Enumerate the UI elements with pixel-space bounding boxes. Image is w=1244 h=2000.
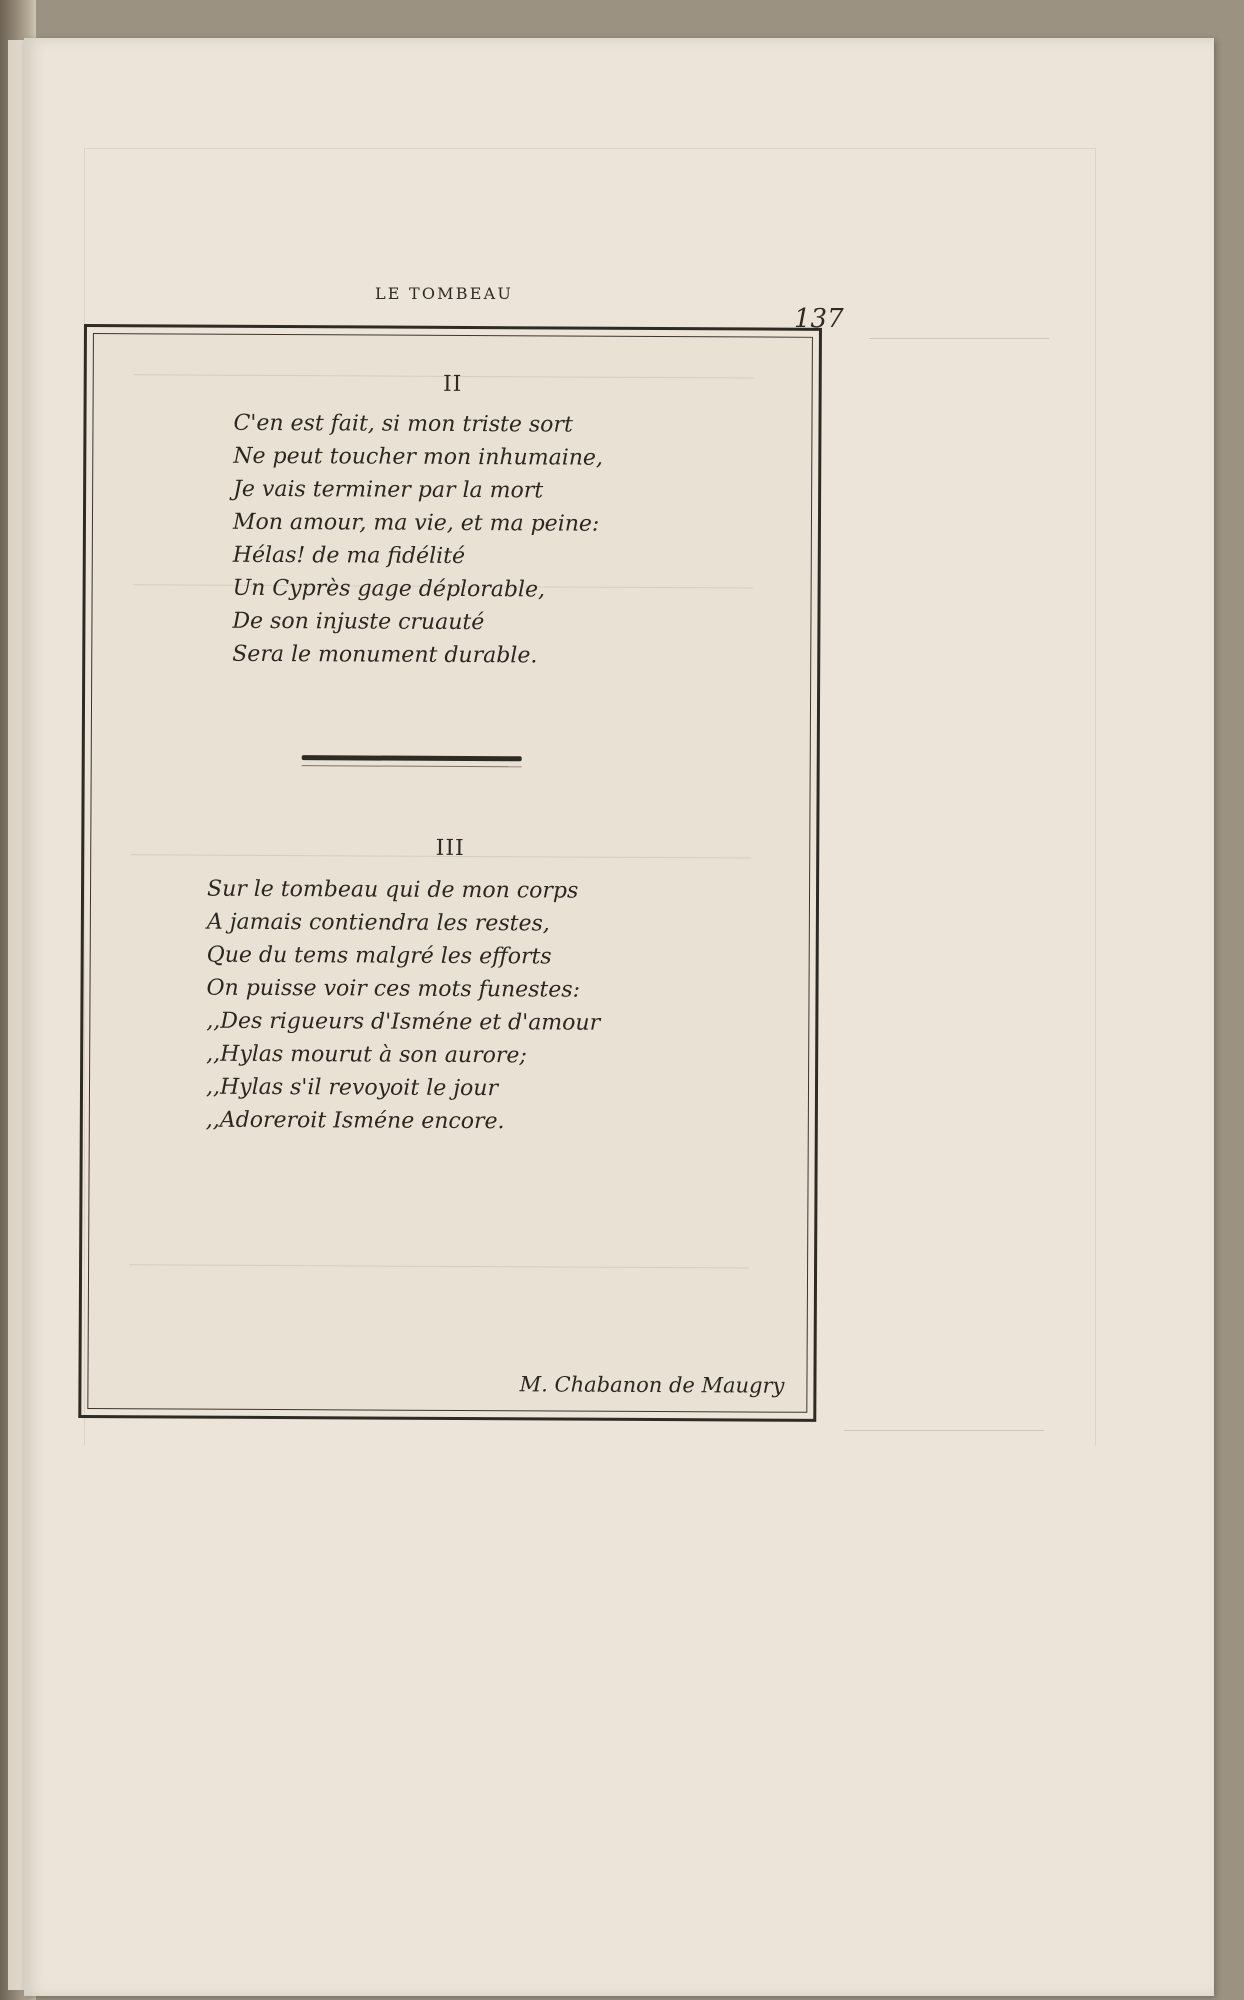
verse-line: A jamais contiendra les restes, xyxy=(206,909,550,937)
section-divider xyxy=(302,755,522,761)
section-divider-thin xyxy=(302,765,522,767)
verse-line: ,,Hylas mourut à son aurore; xyxy=(206,1041,527,1069)
verse-line: C'en est fait, si mon triste sort xyxy=(233,410,573,438)
plate-rule-top xyxy=(869,338,1049,339)
verse-line: ,,Des rigueurs d'Isméne et d'amour xyxy=(206,1008,601,1036)
plate-rule-bottom xyxy=(844,1430,1044,1431)
stanza-ii xyxy=(232,407,603,673)
verse-line: Je vais terminer par la mort xyxy=(233,476,544,504)
running-header: LE TOMBEAU xyxy=(374,284,514,303)
verse-line: On puisse voir ces mots funestes: xyxy=(206,975,581,1003)
verse-line: Que du tems malgré les efforts xyxy=(206,942,552,970)
page-number: 137 xyxy=(794,304,844,334)
verse-line: De son injuste cruauté xyxy=(232,608,485,636)
verse-line: Ne peut toucher mon inhumaine, xyxy=(233,443,604,471)
verse-line: Hélas! de ma fidélité xyxy=(232,542,466,569)
section-numeral-ii: II xyxy=(442,371,463,397)
verse-line: ,,Hylas s'il revoyoit le jour xyxy=(205,1074,499,1102)
author-signature: M. Chabanon de Maugry xyxy=(519,1372,785,1398)
book-page xyxy=(24,38,1214,1996)
verse-line: Mon amour, ma vie, et ma peine: xyxy=(232,509,600,537)
section-numeral-iii: III xyxy=(435,835,465,862)
faint-staff-line xyxy=(129,1264,749,1268)
verse-line: Un Cyprès gage déplorable, xyxy=(232,575,546,603)
verse-line: Sera le monument durable. xyxy=(232,641,538,669)
engraved-frame xyxy=(78,324,822,1422)
stanza-iii xyxy=(206,873,601,1139)
verse-line: Sur le tombeau qui de mon corps xyxy=(206,876,579,904)
verse-line: ,,Adoreroit Isméne encore. xyxy=(205,1107,505,1135)
frame-inner-border xyxy=(87,333,813,1413)
